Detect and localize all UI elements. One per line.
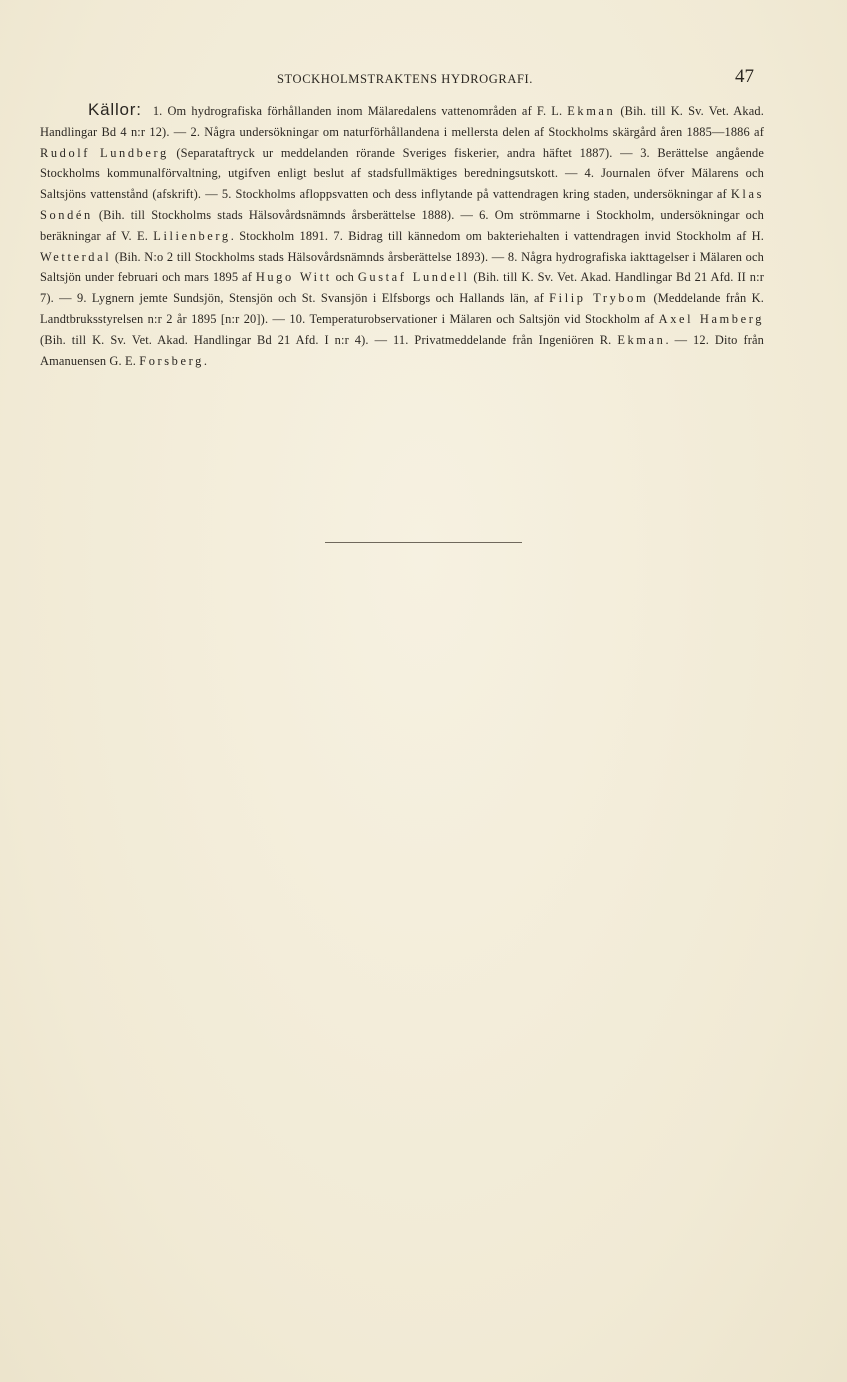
author-name: Forsberg — [139, 353, 204, 368]
author-name: Axel Hamberg — [658, 311, 764, 326]
sources-heading: Källor: — [88, 100, 142, 119]
author-name: Filip Trybom — [549, 291, 649, 306]
source-text: (Bih. till Stockholms stads Hälsovårdsnämnds årsberättelse 1888). — 6. Om strömmarne i Stockholm, undersökningar och beräkningar af V. E. — [40, 207, 764, 243]
source-text: (Meddelande från K. Landtbruksstyrelsen n:r 2 år 1895 [n:r 20]). — 10. Temperaturobservationer i Mälaren och Saltsjön vid Stockholm af — [40, 291, 764, 326]
source-text: . — [203, 353, 208, 368]
source-text: 1. Om hydrografiska förhållanden inom Mälaredalens vattenområden af F. L. — [147, 104, 568, 118]
page-number: 47 — [735, 66, 754, 87]
source-text: (Bih. till K. Sv. Vet. Akad. Handlingar Bd 4 n:r 12). — 2. Några undersökningar om naturförhållandena i mellersta delen af Stockholms skärgård åren 1885—1886 af — [40, 104, 764, 139]
author-name: Ekman — [567, 104, 616, 118]
author-name: Lilienberg — [153, 228, 231, 243]
sources-paragraph — [40, 100, 764, 371]
source-text: . — 12. Dito från Amanuensen G. E. — [40, 332, 764, 368]
section-divider — [325, 542, 522, 543]
source-text: och — [331, 270, 358, 285]
source-text: (Bih. N:o 2 till Stockholms stads Hälsovårdsnämnds årsberättelse 1893). — 8. Några hydrografiska iakttagelser i Mälaren och Saltsjön under februari och mars 1895 af — [40, 249, 764, 285]
author-name: Wetterdal — [40, 249, 112, 264]
source-text: (Bih. till K. Sv. Vet. Akad. Handlingar Bd 21 Afd. II n:r 7). — 9. Lygnern jemte Sundsjön, Stensjön och St. Svansjön i Elfsborgs och Hallands län, af — [40, 270, 764, 306]
source-text: (Bih. till K. Sv. Vet. Akad. Handlingar Bd 21 Afd. I n:r 4). — 11. Privatmeddelande från Ingeniören R. — [40, 332, 618, 347]
running-head — [0, 68, 847, 92]
author-name: Hugo Witt — [255, 270, 332, 285]
author-name: Rudolf Lundberg — [40, 145, 169, 160]
author-name: Klas Sondén — [40, 187, 764, 222]
running-title: STOCKHOLMSTRAKTENS HYDROGRAFI. — [277, 72, 533, 86]
source-text: . Stockholm 1891. 7. Bidrag till kännedom om bakteriehalten i vattendragen invid Stockholm af H. — [230, 228, 764, 243]
author-name: Gustaf Lundell — [357, 270, 470, 285]
source-text: (Separataftryck ur meddelanden rörande Sveriges fiskerier, andra häftet 1887). — 3. Berättelse angående Stockholms kommunalförvaltning, utgifven enligt beslut af stadsfullmäktiges beredningsutskott. — 4. Journalen öfver Mälarens och Saltsjöns vattenstånd (afskrift). — 5. Stockholms afloppsvatten och dess inflytande på vattendragen kring staden, undersökningar af — [40, 145, 764, 202]
sources-body — [40, 104, 764, 368]
author-name: Ekman — [617, 332, 666, 347]
